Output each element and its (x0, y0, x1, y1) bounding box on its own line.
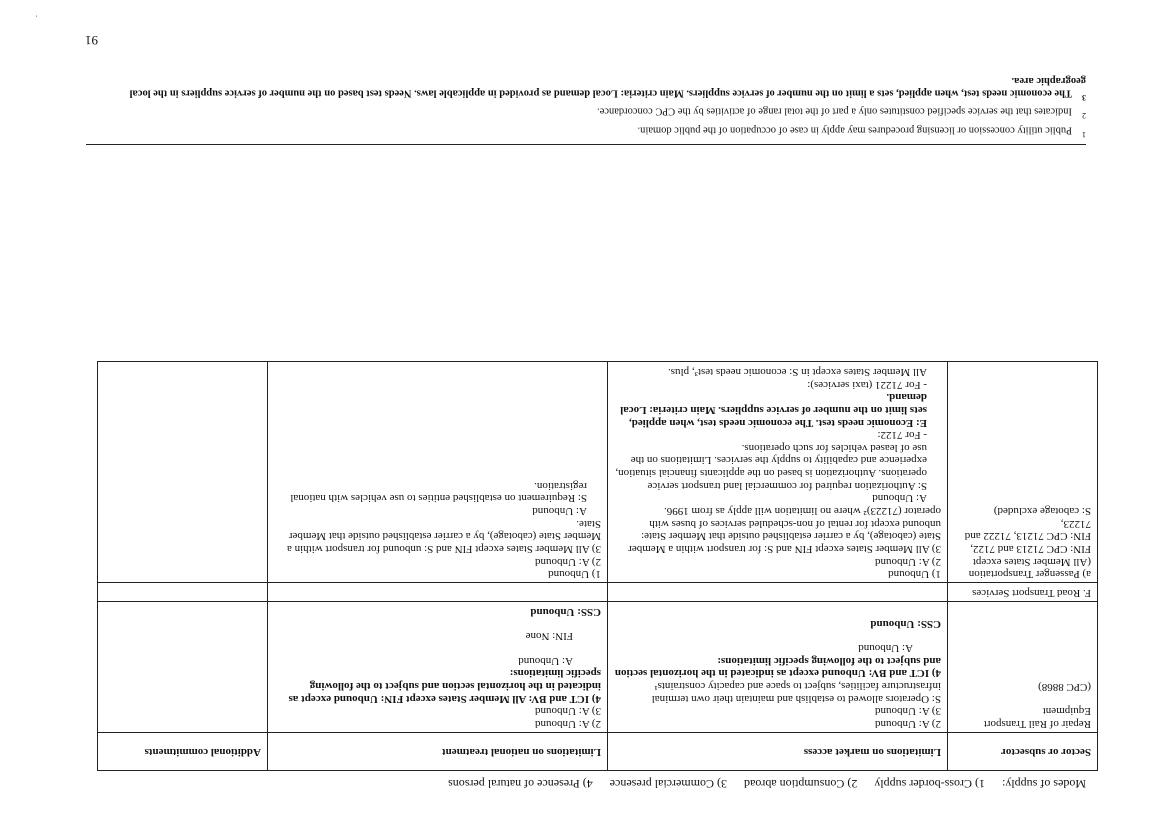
road-sector (948, 362, 1098, 583)
road-heading-row (98, 583, 1098, 602)
ma-line: A: Unbound (858, 642, 913, 655)
nt-line: 2) A: Unbound (535, 718, 601, 730)
nt-line: S: Requirement on established entities to use vehicles with national registration. (290, 479, 587, 505)
mode-4: 4) Presence of natural persons (448, 777, 593, 791)
ma-line: 2) A: Unbound (875, 555, 941, 568)
ma-line: - For 71221 (taxi services): (807, 378, 927, 391)
empty-cell (268, 583, 608, 602)
header-sector: Sector or subsector (948, 733, 1098, 771)
road-sector-name: a) Passenger Transportation (968, 568, 1091, 581)
rail-row (98, 601, 1098, 732)
ma-line: E: Economic needs test. The economic needs test, when applied, sets limit on the number of service suppliers. Main criteria: Local demand. (620, 391, 927, 429)
ma-line: All Member States except in S: economic needs test³, plus. (668, 365, 927, 378)
rail-sector-name: Repair of Rail Transport Equipment (983, 705, 1091, 730)
ma-css: CSS: Unbound (870, 617, 941, 630)
ma-line: A: Unbound (872, 492, 927, 505)
nt-line: 3) All Member States except FIN and S: unbound for transport within a Member State (cabotage), by a carrier established outside that Member State. (286, 517, 601, 555)
empty-cell (608, 583, 948, 602)
schedule-table (97, 361, 1098, 771)
road-sector-cabotage: S: cabotage excluded) (993, 505, 1091, 518)
ma-line: 3) A: Unbound (875, 705, 941, 718)
mode-3: 3) Commercial presence (609, 777, 728, 791)
rail-market-access (608, 601, 948, 732)
nt-line: A: Unbound (518, 654, 573, 667)
footnote-1-number: 1 (1082, 130, 1086, 139)
footnote-3-text: The economic needs test, when applied, sets a limit on the number of service suppliers. Main criteria: Local demand as provided in applicable laws. Needs test based on the number of service suppliers in the local geographic area. (129, 75, 1086, 99)
ma-line: S: Authorization required for commercial land transport service operations. Authorization is based on the applicants financial situation, experience and capability to supply the services. Limitations on the use of leased vehicles for such operations. (615, 441, 927, 492)
footnote-2 (86, 105, 1086, 121)
ma-line: - For 7122: (877, 429, 927, 442)
road-market-access (608, 362, 948, 583)
footnotes (86, 71, 1086, 139)
footnote-1 (86, 123, 1086, 139)
mode-2: 2) Consumption abroad (744, 777, 858, 791)
scan-speck: · (35, 11, 38, 21)
rail-sector-cpc: (CPC 8868) (1038, 680, 1091, 693)
nt-line: 2) A: Unbound (535, 555, 601, 568)
nt-line: 4) ICT and BV: All Member States except FIN: Unbound except as indicated in the horizontal section and subject to the following specific limitations: (288, 667, 601, 705)
footnote-3-number: 3 (1082, 92, 1086, 102)
rail-additional (98, 601, 268, 732)
header-market-access: Limitations on market access (608, 733, 948, 771)
rail-sector (948, 601, 1098, 732)
modes-of-supply (434, 776, 1086, 790)
ma-line: 2) A: Unbound (875, 718, 941, 730)
header-row (98, 733, 1098, 771)
road-sector-cpc: (All Member States except FIN: CPC 71213 and 7122, FIN: CPC 71213, 71222 and 71223, (964, 517, 1091, 568)
ma-line: S: Operators allowed to establish and maintain their own terminal infrastructure facilities, subject to space and capacity constraints¹ (651, 680, 941, 705)
nt-css: CSS: Unbound (530, 605, 601, 618)
header-national-treatment: Limitations on national treatment (268, 733, 608, 771)
road-additional (98, 362, 268, 583)
road-heading: F. Road Transport Services (948, 583, 1098, 602)
footnote-2-text: Indicates that the service specified constitutes only a part of the total range of activities by the CPC concordance. (597, 105, 1072, 117)
page-number: 91 (85, 33, 98, 48)
nt-line: 1) Unbound (548, 568, 601, 581)
road-national-treatment (268, 362, 608, 583)
footnote-3 (86, 74, 1086, 102)
footnote-rule (86, 144, 1086, 145)
nt-line: A: Unbound (532, 505, 587, 518)
ma-line: 1) Unbound (888, 568, 941, 581)
nt-line: FIN: None (525, 630, 573, 643)
footnote-1-text: Public utility concession or licensing procedures may apply in case of occupation of the public domain. (637, 124, 1072, 136)
modes-label: Modes of supply: (1002, 777, 1086, 791)
header-additional: Additional commitments (98, 733, 268, 771)
empty-cell (98, 583, 268, 602)
road-row (98, 362, 1098, 583)
ma-line: 3) All Member States except FIN and S: for transport within a Member State (cabotage), by a carrier established outside that Member State: unbound except for rental of non-scheduled services of buses with operator (71223)² where no limitation will apply as from 1996. (628, 505, 941, 555)
rail-national-treatment (268, 601, 608, 732)
mode-1: 1) Cross-border supply (874, 777, 985, 791)
nt-line: 3) A: Unbound (535, 705, 601, 718)
ma-line: 4) ICT and BV: Unbound except as indicated in the horizontal section and subject to the following specific limitations: (614, 654, 941, 680)
footnote-2-number: 2 (1082, 111, 1086, 121)
